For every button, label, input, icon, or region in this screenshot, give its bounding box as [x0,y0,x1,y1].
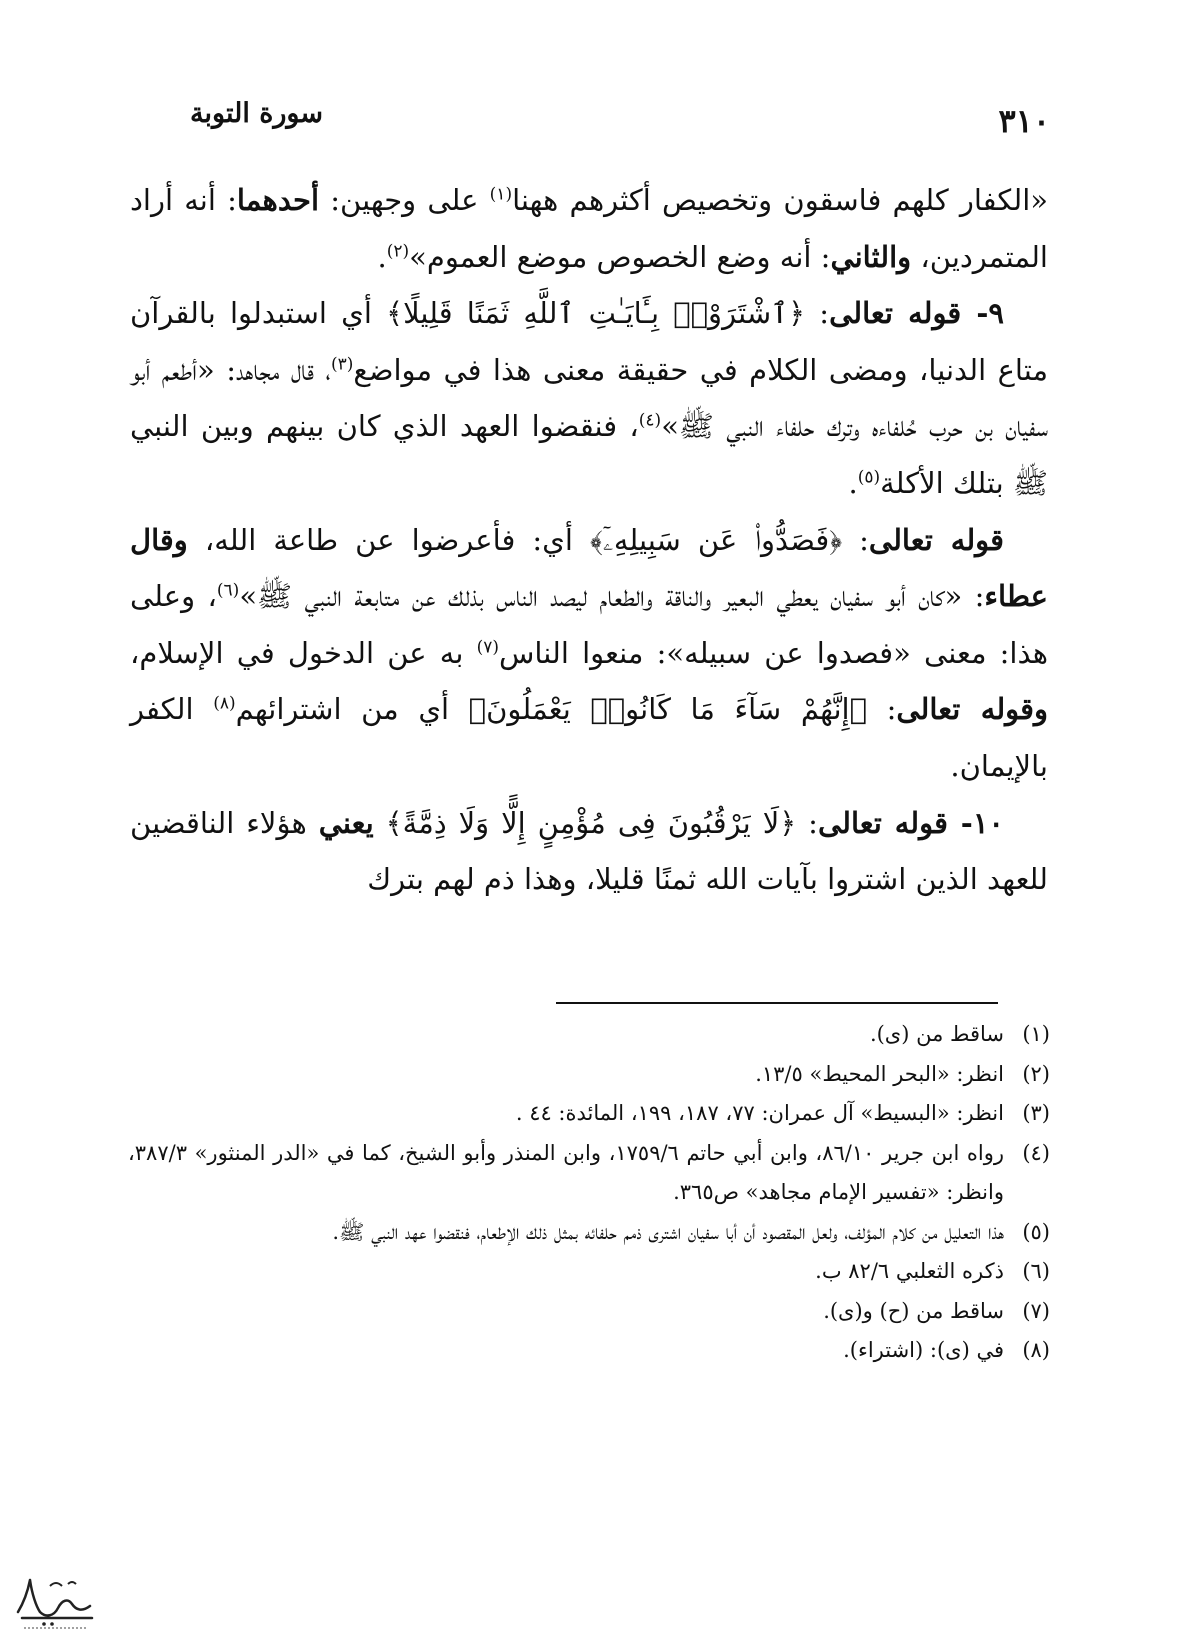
paragraph-3 [130,512,1048,795]
paragraph-2 [130,285,1048,511]
footnote-text: رواه ابن جرير ٨٦/١٠، وابن أبي حاتم ١٧٥٩/٦، وابن المنذر وأبو الشيخ، كما في «الدر المنثور» ٣٨٧/٣، وانظر: «تفسير الإمام مجاهد» ص٣٦٥. [128,1140,1005,1204]
text-run: «الكفار كلهم فاسقون وتخصيص أكثرهم ههنا [512,183,1049,217]
footnote-item [128,1331,1050,1371]
footnote-number: (٨) [1022,1338,1050,1362]
text-run: الكفر بالإيمان. [130,692,1048,783]
paragraph-4 [130,795,1048,908]
footnote-ref-7: (٧) [476,637,500,658]
bold-term: يعني [318,805,374,840]
footnote-number: (٣) [1022,1101,1050,1125]
footnote-text: ساقط من (ح) و(ى). [823,1298,1004,1323]
text-run: : أنه أراد المتمردين، [130,183,1048,274]
footnote-ref-4: (٤) [638,410,662,431]
footnote-text: انظر: «البسيط» آل عمران: ٧٧، ١٨٧، ١٩٩، المائدة: ٤٤ . [515,1101,1004,1125]
page-header [190,98,1050,148]
footnote-number: (٦) [1022,1259,1050,1283]
footnote-ref-6: (٦) [216,580,240,601]
footnote-text: ساقط من (ى). [869,1022,1004,1046]
bold-term: أحدهما [236,183,320,217]
footnote-number: (٥) [1022,1219,1050,1244]
footnote-item [128,1213,1050,1253]
main-text [130,172,1048,908]
verse-heading: ٩- قوله تعالى [829,296,1004,331]
text-run: . [377,239,387,274]
text-run: ، قال مجاهد: «أطعم أبو سفيان بن حرب حُلفاءه وترك حلفاء النبي ﷺ» [130,352,1048,444]
footnote-text: هذا التعليل من كلام المؤلف، ولعل المقصود أن أبا سفيان اشترى ذمم حلفائه بمثل ذلك الإطعام، فنقضوا عهد النبي ﷺ. [332,1219,1004,1244]
almoshahid-logo-icon [10,1572,100,1634]
footnote-text: في (ى): (اشتراء). [843,1338,1004,1362]
footnote-number: (١) [1022,1022,1050,1046]
footnote-number: (٤) [1022,1140,1050,1165]
footnote-item [128,1015,1050,1055]
bold-term: وقال عطاء [130,522,1048,614]
footnote-item [128,1292,1050,1332]
text-run: ، وعلى هذا: معنى «فصدوا عن سبيله»: منعوا الناس [130,579,1049,670]
text-run: به عن الدخول في الإسلام، [130,635,477,670]
footnote-number: (٧) [1022,1298,1050,1323]
text-run: على وجهين: [319,183,490,217]
footnote-ref-2: (٢) [386,240,410,261]
footnote-item [128,1134,1050,1213]
paragraph-1 [130,172,1048,285]
footnotes [128,1015,1050,1371]
text-run: : ﴿لَا يَرْقُبُونَ فِى مُؤْمِنٍ إِلًّا وَلَا ذِمَّةً﴾ [373,805,818,840]
surah-title: سورة التوبة [190,98,323,129]
text-run: : ﴿إِنَّهُمْ سَآءَ مَا كَانُوا۟ يَعْمَلُونَ﴾ أي من اشترائهم [235,692,897,727]
text-run: : أنه وضع الخصوص موضع العموم» [409,239,831,274]
bold-term: وقوله تعالى [896,692,1049,727]
footnote-ref-1: (١) [489,184,513,205]
text-run: : «كان أبو سفيان يعطي البعير والناقة والطعام ليصد الناس بذلك عن متابعة النبي ﷺ» [239,579,985,614]
bold-term: قوله تعالى [868,522,1004,557]
footnote-ref-3: (٣) [330,354,354,375]
text-run: . [848,465,858,500]
footnote-item [128,1094,1050,1134]
text-run: : ﴿فَصَدُّوا۟ عَن سَبِيلِهِۦٓ﴾ أي: فأعرضوا عن طاعة الله، [187,522,869,557]
bold-term: والثاني [830,239,912,274]
page-number: ٣١٠ [998,102,1050,140]
footnote-ref-8: (٨) [213,693,236,714]
text-run: هؤلاء الناقضين للعهد الذين اشتروا بآيات الله ثمنًا قليلا، وهذا ذم لهم بترك [130,805,1048,897]
verse-heading: ١٠- قوله تعالى [817,805,1004,840]
footnote-number: (٢) [1022,1061,1050,1086]
footnote-text: ذكره الثعلبي ٨٢/٦ ب. [815,1259,1004,1283]
footnote-item [128,1252,1050,1292]
footnote-divider [556,1002,998,1004]
footnote-item [128,1055,1050,1095]
text-run: : ﴿ٱشْتَرَوْا۟ بِـَٔايَـٰتِ ٱللَّهِ ثَمَنًا قَلِيلًا﴾ أي استبدلوا بالقرآن متاع الدنيا، ومضى الكلام في حقيقة معنى هذا في مواضع [130,296,1048,387]
footnote-ref-5: (٥) [857,467,881,488]
footnote-text: انظر: «البحر المحيط» ١٣/٥. [755,1061,1004,1086]
text-run: ، فنقضوا العهد الذي كان بينهم وبين النبي ﷺ بتلك الأكلة [130,409,1048,500]
